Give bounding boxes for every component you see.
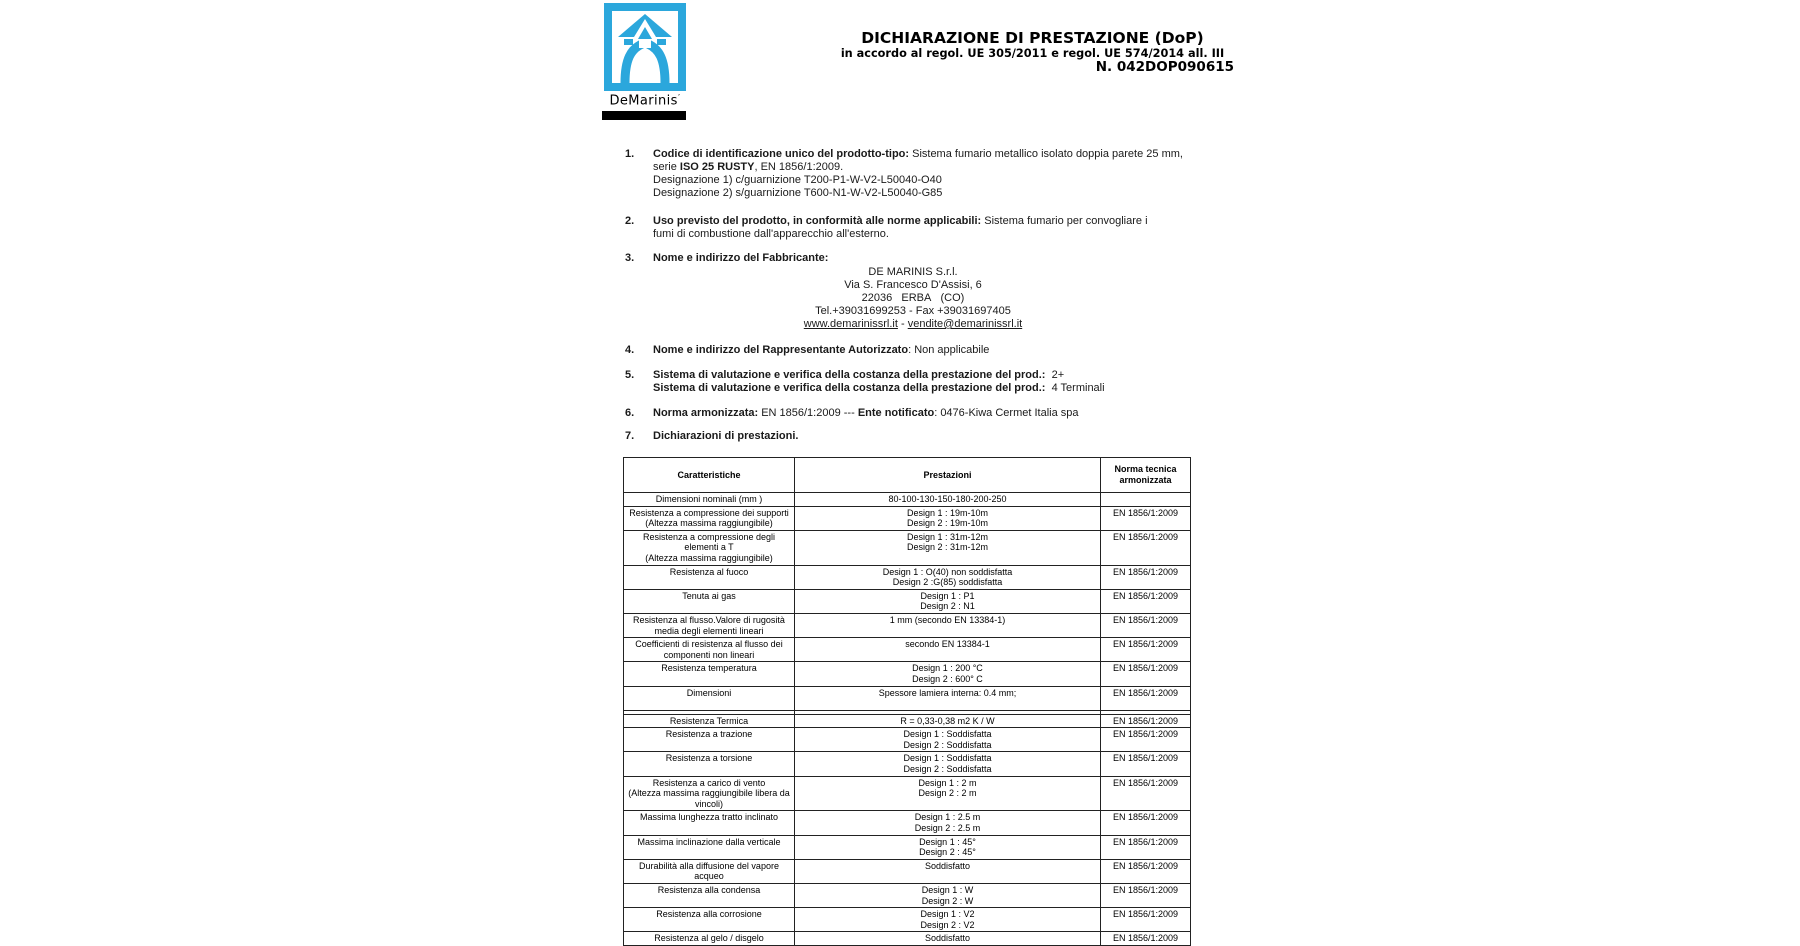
list-item-7 bbox=[625, 430, 1280, 443]
item5-value-1: 2+ bbox=[1045, 369, 1065, 381]
characteristic-cell: Resistenza al flusso.Valore di rugosità media degli elementi lineari bbox=[624, 613, 795, 637]
characteristic-cell: Dimensioni nominali (mm ) bbox=[624, 493, 795, 507]
performance-cell: Design 1 : Soddisfatta Design 2 : Soddisfatta bbox=[795, 752, 1101, 776]
table-row bbox=[624, 686, 1191, 710]
norm-cell: EN 1856/1:2009 bbox=[1101, 589, 1191, 613]
characteristic-cell: Resistenza Termica bbox=[624, 714, 795, 728]
characteristic-cell: Resistenza alla condensa bbox=[624, 884, 795, 908]
table-row bbox=[624, 728, 1191, 752]
item-number: 2. bbox=[625, 215, 635, 227]
table-row bbox=[624, 932, 1191, 946]
item1-line2-pre: serie bbox=[653, 161, 680, 173]
characteristic-cell: Resistenza al gelo / disgelo bbox=[624, 932, 795, 946]
table-row bbox=[624, 493, 1191, 507]
characteristic-cell: Resistenza a torsione bbox=[624, 752, 795, 776]
document-subtitle: in accordo al regol. UE 305/2011 e regol. UE 574/2014 all. III bbox=[840, 47, 1225, 60]
characteristic-cell: Resistenza alla corrosione bbox=[624, 908, 795, 932]
item6-notified-body: : 0476-Kiwa Cermet Italia spa bbox=[934, 407, 1079, 419]
performance-cell: Design 1 : O(40) non soddisfatta Design 2 :G(85) soddisfatta bbox=[795, 565, 1101, 589]
link-separator: - bbox=[897, 318, 908, 330]
item6-notified-body-label: Ente notificato bbox=[857, 407, 935, 419]
norm-cell: EN 1856/1:2009 bbox=[1101, 884, 1191, 908]
document-title: DICHIARAZIONE DI PRESTAZIONE (DoP) bbox=[861, 29, 1204, 47]
norm-cell: EN 1856/1:2009 bbox=[1101, 835, 1191, 859]
performance-header: Prestazioni bbox=[795, 458, 1101, 493]
norm-cell bbox=[1101, 493, 1191, 507]
norm-cell: EN 1856/1:2009 bbox=[1101, 752, 1191, 776]
norm-cell: EN 1856/1:2009 bbox=[1101, 859, 1191, 883]
table-row bbox=[624, 662, 1191, 686]
manufacturer-city: 22036 ERBA (CO) bbox=[861, 292, 965, 304]
characteristic-cell: Durabilità alla diffusione del vapore acqueo bbox=[624, 859, 795, 883]
performance-cell: Design 1 : 2.5 m Design 2 : 2.5 m bbox=[795, 811, 1101, 835]
brand-name: DeMarinis’ bbox=[609, 93, 681, 109]
item4-text: : Non applicabile bbox=[908, 344, 990, 356]
table-row bbox=[624, 506, 1191, 530]
table-row bbox=[624, 859, 1191, 883]
performance-table-body bbox=[624, 493, 1191, 946]
item3-heading: Nome e indirizzo del Fabbricante: bbox=[653, 252, 829, 264]
performance-cell: Design 1 : P1 Design 2 : N1 bbox=[795, 589, 1101, 613]
characteristic-cell: Resistenza a trazione bbox=[624, 728, 795, 752]
norm-header-line1: Norma tecnica bbox=[1114, 464, 1177, 475]
designation-2: Designazione 2) s/guarnizione T600-N1-W-V2-L50040-G85 bbox=[653, 187, 943, 199]
characteristic-cell: Resistenza a carico di vento (Altezza massima raggiungibile libera da vincoli) bbox=[624, 776, 795, 811]
dop-document bbox=[600, 0, 1280, 944]
manufacturer-address-block bbox=[653, 266, 1173, 331]
norm-cell: EN 1856/1:2009 bbox=[1101, 638, 1191, 662]
norm-cell: EN 1856/1:2009 bbox=[1101, 776, 1191, 811]
manufacturer-street: Via S. Francesco D'Assisi, 6 bbox=[844, 279, 982, 291]
table-row bbox=[624, 638, 1191, 662]
list-item-1 bbox=[625, 148, 1280, 200]
characteristic-cell: Tenuta ai gas bbox=[624, 589, 795, 613]
characteristic-cell: Massima lunghezza tratto inclinato bbox=[624, 811, 795, 835]
performance-cell: Design 1 : W Design 2 : W bbox=[795, 884, 1101, 908]
norm-cell: EN 1856/1:2009 bbox=[1101, 686, 1191, 710]
norm-header bbox=[1101, 458, 1191, 493]
norm-cell: EN 1856/1:2009 bbox=[1101, 662, 1191, 686]
table-row bbox=[624, 589, 1191, 613]
email-link[interactable]: vendite@demarinissrl.it bbox=[907, 318, 1023, 330]
performance-cell: Design 1 : 2 m Design 2 : 2 m bbox=[795, 776, 1101, 811]
performance-cell: 80-100-130-150-180-200-250 bbox=[795, 493, 1101, 507]
norm-cell: EN 1856/1:2009 bbox=[1101, 530, 1191, 565]
norm-cell: EN 1856/1:2009 bbox=[1101, 714, 1191, 728]
item-number: 7. bbox=[625, 430, 635, 442]
table-row bbox=[624, 530, 1191, 565]
website-link[interactable]: www.demarinissrl.it bbox=[803, 318, 898, 330]
item5-heading-2: Sistema di valutazione e verifica della costanza della prestazione del prod.: bbox=[653, 382, 1046, 394]
document-number: N. 042DOP090615 bbox=[1095, 59, 1234, 75]
designation-1: Designazione 1) c/guarnizione T200-P1-W-V2-L50040-O40 bbox=[653, 174, 942, 186]
characteristic-header: Caratteristiche bbox=[624, 458, 795, 493]
table-row bbox=[624, 714, 1191, 728]
manufacturer-name: DE MARINIS S.r.l. bbox=[868, 266, 958, 278]
performance-cell: Soddisfatto bbox=[795, 932, 1101, 946]
performance-cell: Design 1 : V2 Design 2 : V2 bbox=[795, 908, 1101, 932]
item1-heading: Codice di identificazione unico del prodotto-tipo: bbox=[653, 148, 910, 160]
characteristic-cell: Massima inclinazione dalla verticale bbox=[624, 835, 795, 859]
company-logo bbox=[602, 2, 688, 120]
performance-cell: 1 mm (secondo EN 13384-1) bbox=[795, 613, 1101, 637]
performance-cell: Spessore lamiera interna: 0.4 mm; bbox=[795, 686, 1101, 710]
item-number: 6. bbox=[625, 407, 635, 419]
manufacturer-links bbox=[653, 318, 1173, 331]
norm-cell: EN 1856/1:2009 bbox=[1101, 565, 1191, 589]
performance-cell: Design 1 : 45° Design 2 : 45° bbox=[795, 835, 1101, 859]
performance-cell: secondo EN 13384-1 bbox=[795, 638, 1101, 662]
norm-cell: EN 1856/1:2009 bbox=[1101, 506, 1191, 530]
table-header-row bbox=[624, 458, 1191, 493]
characteristic-cell: Dimensioni bbox=[624, 686, 795, 710]
item7-heading: Dichiarazioni di prestazioni. bbox=[653, 430, 799, 442]
document-header bbox=[805, 30, 1260, 75]
norm-cell: EN 1856/1:2009 bbox=[1101, 908, 1191, 932]
item2-text-line2: fumi di combustione dall'apparecchio all'esterno. bbox=[653, 228, 889, 240]
list-item-4 bbox=[625, 344, 1280, 357]
table-row bbox=[624, 884, 1191, 908]
table-row bbox=[624, 752, 1191, 776]
item-number: 1. bbox=[625, 148, 635, 160]
performance-cell: Design 1 : Soddisfatta Design 2 : Soddisfatta bbox=[795, 728, 1101, 752]
item1-text: Sistema fumario metallico isolato doppia parete 25 mm, bbox=[909, 148, 1183, 160]
manufacturer-phone-fax: Tel.+39031699253 - Fax +39031697405 bbox=[815, 305, 1011, 317]
item5-heading-1: Sistema di valutazione e verifica della costanza della prestazione del prod.: bbox=[653, 369, 1046, 381]
characteristic-cell: Resistenza a compressione dei supporti (Altezza massima raggiungibile) bbox=[624, 506, 795, 530]
performance-cell: Design 1 : 31m-12m Design 2 : 31m-12m bbox=[795, 530, 1101, 565]
norm-header-line2: armonizzata bbox=[1119, 475, 1172, 485]
brand-underline-bar bbox=[602, 111, 686, 120]
norm-cell: EN 1856/1:2009 bbox=[1101, 728, 1191, 752]
table-row bbox=[624, 835, 1191, 859]
item2-heading: Uso previsto del prodotto, in conformità alle norme applicabili: bbox=[653, 215, 982, 227]
item-number: 3. bbox=[625, 252, 635, 264]
performance-cell: Soddisfatto bbox=[795, 859, 1101, 883]
norm-cell: EN 1856/1:2009 bbox=[1101, 811, 1191, 835]
performance-cell: Design 1 : 200 °C Design 2 : 600° C bbox=[795, 662, 1101, 686]
performance-cell: Design 1 : 19m-10m Design 2 : 19m-10m bbox=[795, 506, 1101, 530]
item6-heading: Norma armonizzata: bbox=[653, 407, 759, 419]
item2-text: Sistema fumario per convogliare i bbox=[981, 215, 1148, 227]
list-item-2 bbox=[625, 215, 1280, 241]
table-row bbox=[624, 776, 1191, 811]
chimney-logo-icon bbox=[603, 2, 687, 92]
item1-series: ISO 25 RUSTY bbox=[679, 161, 755, 173]
performance-table bbox=[623, 457, 1191, 946]
item-number: 5. bbox=[625, 369, 635, 381]
brand-mark: ’ bbox=[677, 93, 681, 101]
list-item-3 bbox=[625, 252, 1280, 331]
item6-norm: EN 1856/1:2009 --- bbox=[758, 407, 858, 419]
item4-heading: Nome e indirizzo del Rappresentante Autorizzato bbox=[653, 344, 909, 356]
performance-cell: R = 0,33-0,38 m2 K / W bbox=[795, 714, 1101, 728]
characteristic-cell: Resistenza a compressione degli elementi a T (Altezza massima raggiungibile) bbox=[624, 530, 795, 565]
item1-line2-post: , EN 1856/1:2009. bbox=[754, 161, 844, 173]
table-row bbox=[624, 613, 1191, 637]
item-number: 4. bbox=[625, 344, 635, 356]
characteristic-cell: Resistenza al fuoco bbox=[624, 565, 795, 589]
table-row bbox=[624, 565, 1191, 589]
characteristic-cell: Coefficienti di resistenza al flusso dei componenti non lineari bbox=[624, 638, 795, 662]
characteristic-cell: Resistenza temperatura bbox=[624, 662, 795, 686]
table-row bbox=[624, 908, 1191, 932]
table-row bbox=[624, 811, 1191, 835]
list-item-6 bbox=[625, 407, 1280, 420]
list-item-5 bbox=[625, 369, 1280, 395]
norm-cell: EN 1856/1:2009 bbox=[1101, 932, 1191, 946]
norm-cell: EN 1856/1:2009 bbox=[1101, 613, 1191, 637]
item5-value-2: 4 Terminali bbox=[1045, 382, 1105, 394]
